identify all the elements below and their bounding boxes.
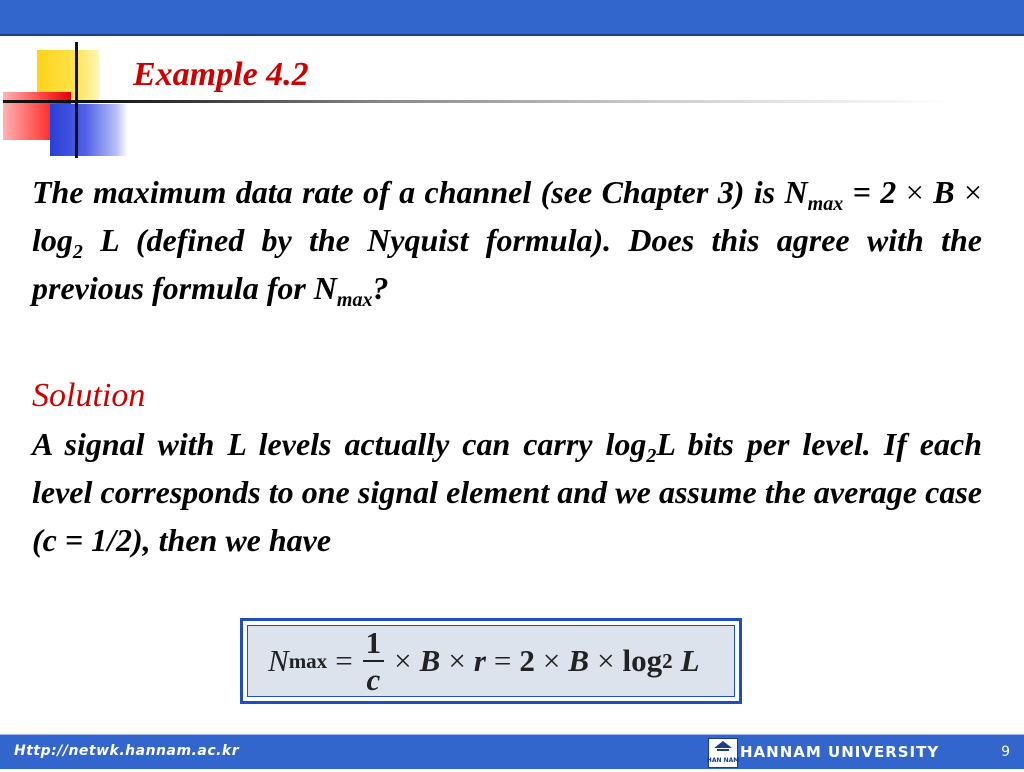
footer-url: Http://netwk.hannam.ac.kr — [14, 743, 240, 759]
page-number: 9 — [1001, 744, 1010, 760]
top-bar — [0, 0, 1024, 36]
formula-box — [240, 618, 742, 704]
slide-title: Example 4.2 — [133, 56, 309, 93]
decorative-blue-block — [50, 104, 128, 156]
title-underline — [3, 100, 953, 103]
formula-equation: N max = $\frac{1}{c}$ × B × r = 2 × B × log 2 L — [247, 625, 735, 697]
solution-heading: Solution — [32, 377, 146, 414]
formula-fraction: $\frac{1}{c}$ — [363, 627, 385, 695]
university-name: HANNAM UNIVERSITY — [740, 743, 940, 761]
solution-paragraph: A signal with L levels actually can carry $\log_2L$ bits per level. If each level corresponds to one signal element and we assume the average case (c = 1/2), then we have — [32, 426, 983, 558]
footer-bar — [0, 734, 1024, 769]
question-paragraph: The maximum data rate of a channel (see Chapter 3) is $N_{max} = 2 \times B \times \log_2 L$ (defined by the Nyquist formula). Does this agree with the previous formula for $N_{max}$? — [32, 174, 983, 311]
hannam-emblem-icon — [708, 738, 738, 768]
svg-text:HAN NAM: HAN NAM — [706, 757, 740, 764]
